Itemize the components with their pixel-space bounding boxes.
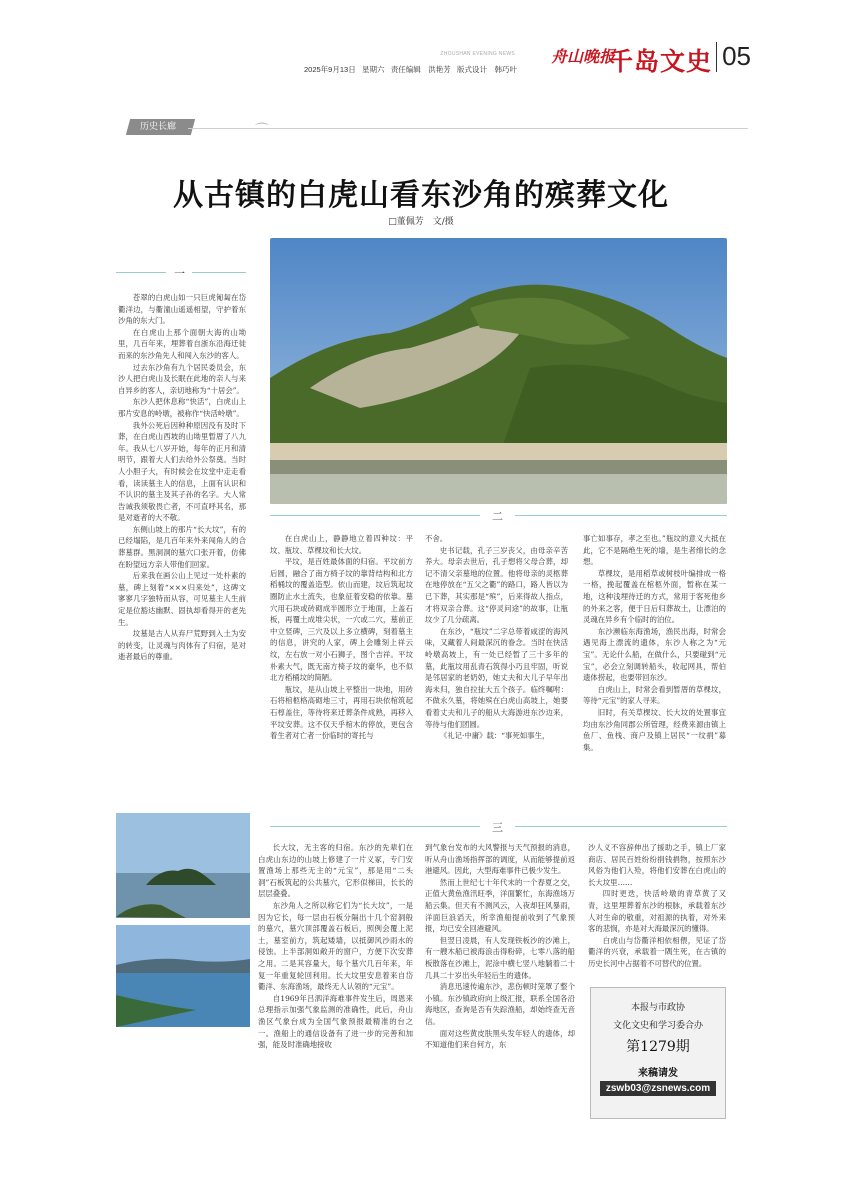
section-heading-three: 三 [270, 820, 727, 832]
cosponsor-line-2: 文化文史和学习委合办 [612, 1021, 703, 1031]
island-sea-photo [116, 813, 250, 918]
section-name: 千岛文史 [607, 47, 712, 76]
cosponsor-box [590, 987, 726, 1119]
coast-sea-photo [116, 925, 250, 1027]
coast-photo [116, 925, 250, 1027]
page-number: 05 [722, 41, 751, 71]
layout-designer: 版式设计 韩巧叶 [457, 65, 517, 74]
cosponsor-line-1: 本报与市政协 [630, 1003, 685, 1013]
island-photo [116, 813, 250, 918]
article-title: 从古镇的白虎山看东沙角的殡葬文化 [173, 178, 669, 213]
text-column-4: 事亡如事存，孝之至也。”瓶坟的意义大抵在此，它不是隔绝生死的墙，是生者绵长的念想。 草棵坟，是用稻草或树枝叶编排成一格一格，挽起覆盖在棺柩外面，暂称在某一地，这种浅埋待迁的方式，常用于客死他乡的外来之客，便于日后归葬故土，让漂泊的灵魂在异乡有个临时的泊位。 东沙濒临东海渔场，渔民出海，时常会遇见海上漂流的遗体，东沙人称之为“元宝”。无论什么船，在做什么，只要碰到“元宝”，必会立刻调转船头，收起网具，帮伯遗体捞起，也要带回东沙。 白虎山上，时常会看到暂厝的草棵坟，等待“元宝”的家人寻来。 旧时，有关草棵坟、长大坟的处置事宜均由东沙角同郡公所管理，经费来源由镇上鱼厂、鱼栈、商户及镇上居民“一纹捐”募集。 [583, 534, 726, 752]
ornament-icon: ⌒ [255, 123, 269, 139]
text-column-7: 沙人义不容辞伸出了援助之手，镇上厂家商店、居民百姓纷纷捐钱捐物，按照东沙风俗为他们入殓，将他们安葬在白虎山的长大坟里…… 四时更迭，快活岭墩的青草黄了又青，这里埋葬着东沙的根脉，承载着东沙人对生命的敬重，对祖源的执着，对外来客的悲悯，亦是对大海最深沉的懂得。 白虎山与岱衢洋相依相偎，见证了岱衢洋的兴衰，承载着一隅生死，在古镇的历史长河中占据着不可替代的位置。 [588, 843, 726, 968]
issue-date: 2025年9月13日 [304, 65, 356, 74]
header-divider [716, 42, 717, 72]
main-photo [270, 238, 727, 504]
column-rule [188, 128, 748, 129]
paper-english-name: ZHOUSHAN EVENING NEWS [440, 51, 515, 57]
column-tag: 历史长廊 [126, 119, 195, 135]
text-column-2: 在白虎山上，静静地立着四种坟：平坟、瓶坟、草棵坟和长大坟。 平坟，是百姓最体面的归宿。平坟前方后圆，融合了南方椅子坟的靠背结构和北方稻桶坟的覆盖造型。依山而建，坟后筑起坟圈防止水土流失，也象征着安稳的依靠。墓穴用石块或砖砌成半圆形立于地面，上盖石板，再覆土成堆尖状，一穴或二穴，墓前正中立竖碑，三穴及以上多立横碑，刻着墓主的信息，讲究的人家，碑上会雕刻上祥云纹，左右放一对小石狮子，图个吉祥。平坟朴素大气，既无南方椅子坟的豪华，也不似北方稻桶坟的简陋。 瓶坟，是从山坡上平整出一块地，用砖石将棺柩格高砌地三寸，再用石块依棺筑起石椁盖住，等待将来迁葬条件成熟，再移入平坟安葬。这不仅天乎棺木的停放，更包含着生者对亡者一份临时的寄托与 [270, 534, 413, 741]
paper-logo: 舟山晚报 [550, 47, 615, 66]
hill-landscape-photo [270, 238, 727, 504]
text-column-5: 长大坟，无主客的归宿。东沙的先辈们在白虎山东边的山坡上修建了一片义冢，专门安置渔场上那些无主的“元宝”，那是用“二头洞”石板筑起的公共墓穴，它形似梯田，长长的层层叠叠。 东沙角人之所以称它们为“长大坟”，一是因为它长，每一层由石板分隔出十几个窑洞般的墓穴，墓穴顶部覆盖石板后，照例会覆上泥土，墓室前方，筑起矮墙，以抵御风沙雨水的侵蚀。上半部洞如敞开的窗户，方便下次安葬之用。二是其容量大，每个墓穴几百年来，年复一年重复轮回利用。长大坟里安息着来自岱衢洋、东海渔场，最终无人认领的“元宝”。 自1969年吕泗洋海难事件发生后，周恩来总理指示加强气象监测的准确性，此后，舟山渔区气象台成为全国气象预报最精准的台之一。渔船上的通信设备有了进一步的完善和加强，能及时准确地接收 [258, 843, 413, 1050]
text-column-1: 苍翠的白虎山如一只巨虎匍匐在岱衢洋边，与衢潼山遥遥相望，守护着东沙角的东大门。 在白虎山上那个面朝大海的山坳里，几百年来，埋葬着自浙东沿海迁徙而来的东沙角先人和闯入东沙的客人。 过去东沙角有九个居民委员会，东沙人把白虎山及长眠在此地的亲人与来自异乡的客人，亲切地称为“十居会”。 东沙人把休息称“快活”，白虎山上那片安息的岭墩，被称作“快活岭墩”。 我外公死后因种种原因没有及时下葬，在白虎山西坡的山坳里暂厝了八九年。我从七八岁开始，每年的正月和清明节，跟着大人们去给外公祭奠。当时人小胆子大，有时候会在坟堂中走走看看，读读墓主人的信息，上面有认识和不认识的墓主及其子孙的名字。大人常告诫我须敬畏亡者，不可直呼其名，那是对逝者的大不敬。 东侧山坡上的那片“长大坟”，有的已经塌陷，是几百年来外来闯角人的合葬墓群。黑洞洞的墓穴口张开着，仿佛在盼望远方亲人带他们回家。 后来我在画公山上见过一处朴素的墓，碑上刻着“×××归来处”，这碑文寥寥几字独特而从容，可见墓主人生前定是位豁达幽默、固执却看得开的老先生。 坟墓是古人从弃尸荒野到入土为安的转变，让灵魂与肉体有了归宿，是对逝者最后的尊重。 [118, 293, 246, 662]
responsible-editor: 责任编辑 洪艳芳 [390, 65, 451, 74]
page-header [115, 38, 751, 82]
contribution-email[interactable]: zswb03@zsnews.com [600, 1081, 716, 1096]
text-column-3: 不舍。 史书记载，孔子三岁丧父，由母亲辛苦养大。母亲去世后，孔子想将父母合葬，却记不清父亲墓地的位置。他将母亲的灵柩葬在地停放在“五父之衢”的路口，路人皆以为已下葬，其实那是“殡”，后来得故人指点，才将双亲合葬。这“停灵问途”的故事，让瓶坟少了几分疏离。 在东沙，“瓶坟”二字总带着咸涩的海风味，又藏着人间最深沉的眷念。当时在快活岭墩高坡上，有一处已经暂了三十多年的墓，此瓶坟用乱青石筑得小巧且牢固，听说是邻居家的老奶奶，她丈夫和大儿子早年出海未归，独自拉扯大五个孩子。临终嘱咐：不做永久墓，将她殡在白虎山高坡上，她要看着丈夫和儿子的船从大海游进东沙边来，等待与他们团圆。 《礼记·中庸》载：“事死如事生， [425, 534, 568, 741]
section-heading-one: 一 [116, 266, 246, 278]
issue-number: 第1279期 [626, 1039, 690, 1055]
contribution-label: 来稿请发 [638, 1068, 678, 1079]
text-column-6: 到气象台发布的大风警报与天气预报的消息，听从舟山渔场指挥部的调度，从而能够提前返港避风。因此，大型海难事件已极少发生。 然而上世纪七十年代末的一个春夏之交，正值大黄鱼渔汛旺季，洋面繁忙，东海渔场万船云集。但天有不测风云，入夜却狂风暴雨，洋面巨浪滔天，所幸渔船提前收到了气象预报，均已安全回港避风。 但翌日凌晨，有人发现铁板沙的沙滩上，有一艘木船已被海浪击得粉碎，七零八落的船板散落在沙滩上，泥涂中横七竖八地躺着二十几具二十岁出头年轻后生的遗体。 消息迅速传遍东沙，悲伤顿时笼罩了整个小镇。东沙镇政府向上级汇报，联系全国各沿海地区，查询是否有失踪渔船，却始终查无音信。 面对这些黄皮肤黑头发年轻人的遗体，却不知道他们来自何方，东 [425, 843, 575, 1050]
article-byline: □董佩芳 文/摄 [388, 217, 454, 227]
header-meta [304, 64, 517, 75]
section-heading-two: 二 [270, 509, 727, 521]
issue-weekday: 星期六 [361, 65, 385, 74]
